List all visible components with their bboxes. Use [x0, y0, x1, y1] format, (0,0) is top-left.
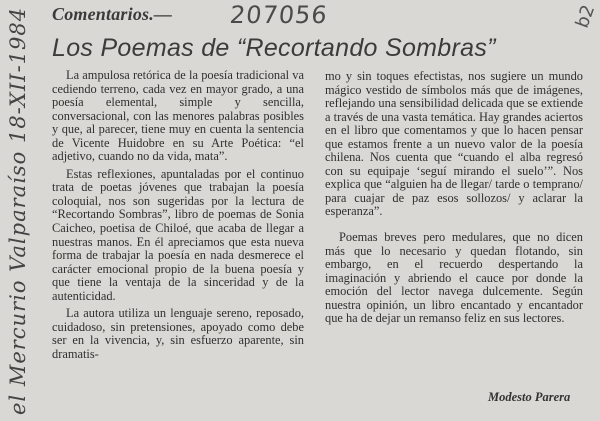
paragraph: Poemas breves pero medulares, que no dicen más que lo necesario y quedan flotando, sin embargo, en el recuerdo despertando la imaginación y abriendo el cauce por donde la emoción del lector navega dulcemente. Según nuestra opinión, un libro encantado y encantador que ha de dejar un remanso feliz en sus lectores.	[325, 230, 583, 326]
article-left-column	[52, 69, 304, 361]
handwritten-margin-source-note: el Mercurio Valparaíso 18-XII-1984	[6, 6, 30, 415]
author-signature: Modesto Parera	[488, 390, 571, 404]
article-right-column	[325, 70, 583, 326]
handwritten-page-mark: b2	[571, 2, 600, 31]
article-title: Los Poemas de “Recortando Sombras”	[52, 34, 496, 62]
paragraph: La autora utiliza un lenguaje sereno, reposado, cuidadoso, sin pretensiones, apoyado como debe ser en la vivencia, y, sin esfuerzo aparente, sin dramatis-	[52, 306, 304, 361]
handwritten-clip-number: 207056	[228, 1, 330, 29]
paragraph: La ampulosa retórica de la poesía tradicional va cediendo terreno, cada vez en mayor grado, a una poesía elemental, simple y sencilla, conversacional, con las menores palabras posibles y que, al parecer, tiene muy en cuenta la sentencia de Vicente Huidobre en su Arte Poética: “el adjetivo, cuando no da vida, mata”.	[52, 68, 304, 164]
paragraph: Estas reflexiones, apuntaladas por el continuo trata de poetas jóvenes que trabajan la poesía coloquial, nos son sugeridas por la lectura de “Recortando Sombras”, libro de poemas de Sonia Caicheo, poetisa de Chiloé, que acaba de llegar a nuestras manos. En él apreciamos que esta nueva forma de trabajar la poesía en nada desmerece el carácter emocional propio de la buena poesía y que tiene la ventaja de la sinceridad y de la autenticidad.	[52, 166, 304, 303]
section-label: Comentarios.—	[52, 4, 173, 24]
paragraph: mo y sin toques efectistas, nos sugiere un mundo mágico vestido de símbolos más que de imágenes, reflejando una sensibilidad delicada que se extiende a través de una vasta temática. Hay grandes aciertos en el libro que comentamos y que lo hacen pensar que estamos frente a un nuevo valor de la poesía chilena. Nos cuenta que “cuando el alba regresó con su equipaje ‘seguí mirando el suelo’”. Nos explica que “alguien ha de llegar/ tarde o temprano/ para cuajar de paz esos sollozos/ y aclarar la esperanza”.	[325, 69, 583, 219]
